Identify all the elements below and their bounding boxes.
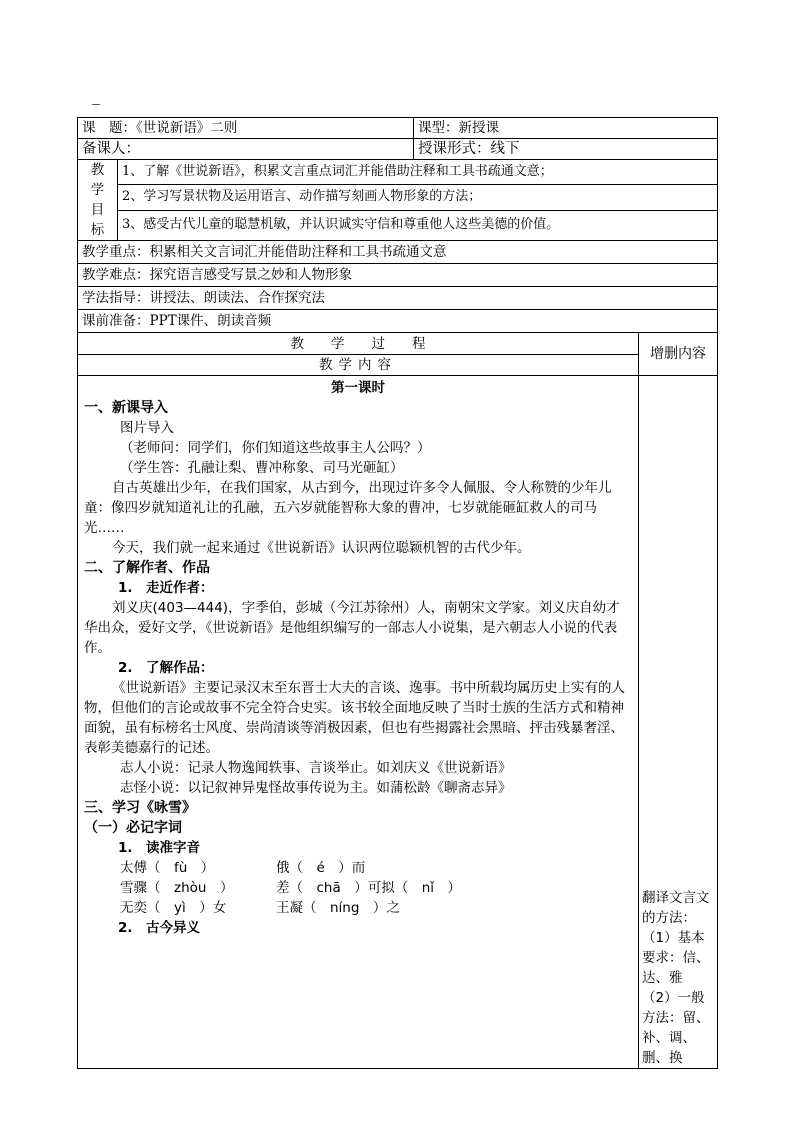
lesson-title: 第一课时 (331, 380, 385, 396)
method: 学法指导：讲授法、朗读法、合作探究法 (78, 287, 718, 310)
prep: 课前准备：PPT课件、朗读音频 (78, 310, 718, 333)
subsection-title: 2. 了解作品： (118, 660, 214, 676)
objective-row-1 (78, 160, 718, 185)
side-note-cell (639, 376, 718, 1069)
form-cell (414, 139, 718, 160)
content-row (78, 376, 718, 1069)
content-title: 教学内容 (78, 355, 639, 376)
topic-value: 《世说新语》二则 (136, 120, 238, 136)
objectives-label-char: 教 (90, 162, 105, 178)
content-line: 志人小说：记录人物逸闻轶事、言谈举止。如刘庆义《世说新语》 (120, 760, 512, 776)
difficulty-row (78, 264, 718, 287)
preparer-cell (78, 139, 414, 160)
method-row (78, 287, 718, 310)
key-point-row (78, 241, 718, 264)
side-note-line: （2）一般方法：留、补、调、删、换 (642, 990, 710, 1066)
section-title: 一、新课导入 (84, 400, 168, 416)
content-paragraph: 自古英雄出少年，在我们国家，从古到今，出现过许多令人佩服、令人称赞的少年儿童：像四岁就知道礼让的孔融，五六岁就能智称大象的曹冲，七岁就能砸缸救人的司马光…… (84, 480, 612, 536)
objectives-label (78, 160, 118, 241)
side-note-line: 翻译文言文的方法： (642, 890, 710, 926)
objectives-label-char: 学 (90, 182, 105, 198)
pinyin-item: 王凝（ níng ）之 (276, 900, 400, 916)
objectives-label-char: 目 (90, 202, 105, 218)
subsection-title: 2. 古今异义 (118, 920, 201, 936)
objective-row-2 (78, 185, 718, 210)
type-label: 课型： (418, 120, 459, 136)
subsection-title: 1. 读准字音 (118, 840, 201, 856)
topic-cell (78, 118, 414, 139)
process-title-row (78, 333, 718, 355)
content-line: （老师问：同学们，你们知道这些故事主人公吗？） (120, 440, 431, 456)
lesson-plan-table (77, 117, 718, 1069)
pinyin-item: 差（ chā ）可拟（ nǐ ） (276, 880, 462, 896)
section-title: 三、学习《咏雪》 (84, 800, 196, 816)
objective-item: 1、了解《世说新语》，积累文言重点词汇并能借助注释和工具书疏通文意； (118, 160, 718, 185)
preparer-label: 备课人： (82, 141, 140, 157)
form-label: 授课形式： (418, 141, 491, 157)
objective-item: 3、感受古代儿童的聪慧机敏，并认识诚实守信和尊重他人这些美德的价值。 (118, 210, 718, 240)
content-paragraph: 《世说新语》主要记录汉末至东晋士大夫的言谈、逸事。书中所载均属历史上实有的人物，但他们的言论或故事不完全符合史实。该书较全面地反映了当时士族的生活方式和精神面貌，虽有标榜名士风度、崇尚清谈等消极因素，但也有些揭露社会黑暗、抨击残暴奢淫、表彰美德嘉行的记述。 (84, 680, 625, 756)
type-value: 新授课 (458, 120, 499, 136)
pinyin-row (84, 858, 632, 878)
process-title: 教 学 过 程 (78, 333, 639, 355)
objective-item: 2、学习写景状物及运用语言、动作描写刻画人物形象的方法； (118, 185, 718, 210)
difficulty: 教学难点：探究语言感受写景之妙和人物形象 (78, 264, 718, 287)
pinyin-item: 雪骤（ zhòu ） (120, 880, 234, 896)
content-line: 志怪小说：以记叙神异鬼怪故事传说为主。如蒲松龄《聊斋志异》 (120, 780, 512, 796)
subsection-title: （一）必记字词 (84, 820, 182, 836)
header-mark (92, 104, 100, 105)
objective-row-3 (78, 210, 718, 240)
side-note-line: （1）基本要求：信、达、雅 (642, 930, 710, 986)
subsection-title: 1. 走近作者： (118, 580, 214, 596)
prep-row (78, 310, 718, 333)
content-title-row (78, 355, 718, 376)
content-line: （学生答：孔融让梨、曹冲称象、司马光砸缸） (120, 460, 404, 476)
topic-row (78, 118, 718, 139)
pinyin-item: 太傅（ fù ） (120, 860, 215, 876)
topic-label: 课 题： (82, 120, 136, 136)
content-line: 图片导入 (120, 420, 174, 436)
section-title: 二、了解作者、作品 (84, 560, 210, 576)
content-cell (78, 376, 639, 1069)
preparer-row (78, 139, 718, 160)
form-value: 线下 (490, 141, 520, 157)
key-point: 教学重点：积累相关文言词汇并能借助注释和工具书疏通文意 (78, 241, 718, 264)
content-paragraph: 今天，我们就一起来通过《世说新语》认识两位聪颖机智的古代少年。 (112, 540, 531, 556)
type-cell (414, 118, 718, 139)
objectives-label-char: 标 (90, 222, 105, 238)
pinyin-item: 无奕（ yì ）女 (120, 900, 227, 916)
side-title: 增删内容 (639, 333, 718, 376)
pinyin-row (84, 898, 632, 918)
pinyin-row (84, 878, 632, 898)
content-paragraph: 刘义庆(403—444)，字季伯，彭城（今江苏徐州）人，南朝宋文学家。刘义庆自幼才华出众，爱好文学，《世说新语》是他组织编写的一部志人小说集，是六朝志人小说的代表作。 (84, 600, 620, 656)
pinyin-item: 俄（ é ）而 (276, 860, 366, 876)
